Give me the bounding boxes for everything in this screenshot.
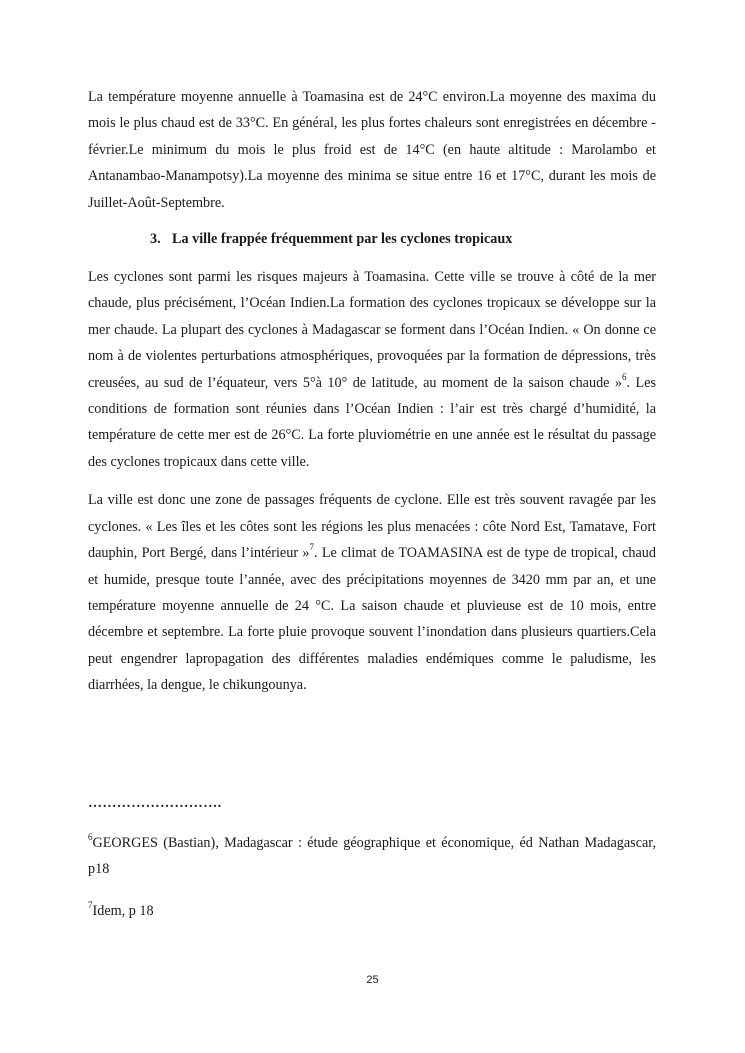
paragraph-cyclones-text-a: Les cyclones sont parmi les risques majeurs à Toamasina. Cette ville se trouve à côté de la mer chaude, plus précisément, l’Océan Indien.La formation des cyclones tropicaux se développe sur la mer chaude. La plupart des cyclones à Madagascar se forment dans l’Océan Indien. « On donne ce nom à de violentes perturbations atmosphériques, provoquées par la formation de dépressions, très creusées, au sud de l’équateur, vers 5°à 10° de latitude, au moment de la saison chaude » [88, 269, 656, 391]
paragraph-cyclones-text-b: . Les conditions de formation sont réunies dans l’Océan Indien : l’air est très chargé d’humidité, la température de cette mer est de 26°C. La forte pluviométrie en une année est le résultat du passage des cyclones tropicaux dans cette ville. [88, 374, 656, 470]
paragraph-cyclones [88, 264, 656, 475]
section-heading [88, 228, 656, 250]
document-body [88, 84, 656, 699]
footnote-6 [88, 830, 656, 882]
footnote-6-text: GEORGES (Bastian), Madagascar : étude géographique et économique, éd Nathan Madagascar, p18 [88, 835, 656, 877]
paragraph-climate-text-a: La ville est donc une zone de passages fréquents de cyclone. Elle est très souvent ravagée par les cyclones. « Les îles et les côtes sont les régions les plus menacées : côte Nord Est, Tamatave, Fort dauphin, Port Bergé, dans l’intérieur » [88, 492, 656, 562]
paragraph-temperature: La température moyenne annuelle à Toamasina est de 24°C environ.La moyenne des maxima du mois le plus chaud est de 33°C. En général, les plus fortes chaleurs sont enregistrées en décembre - février.Le minimum du mois le plus froid est de 14°C (en haute altitude : Marolambo et Antanambao-Manampotsy).La moyenne des minima se situe entre 16 et 17°C, durant les mois de Juillet-Août-Septembre. [88, 89, 656, 211]
page-number: 25 [366, 974, 379, 986]
footnote-7-text: Idem, p 18 [92, 903, 154, 919]
section-title: La ville frappée fréquemment par les cyclones tropicaux [172, 231, 513, 248]
footnote-reference-7[interactable]: 7 [309, 542, 314, 553]
footnote-separator: ………………………. [88, 796, 222, 811]
footnote-marker-6: 6 [88, 832, 93, 843]
footnote-marker-7: 7 [88, 900, 93, 911]
section-number: 3. [150, 231, 161, 248]
paragraph-climate [88, 487, 656, 698]
footnote-reference-6[interactable]: 6 [622, 371, 627, 382]
footnote-7 [88, 898, 656, 924]
paragraph-climate-text-b: . Le climat de TOAMASINA est de type de tropical, chaud et humide, presque toute l’année, avec des précipitations moyennes de 3420 mm par an, et une température moyenne annuelle de 24 °C. La saison chaude et pluvieuse est de 10 mois, entre décembre et septembre. La forte pluie provoque souvent l’inondation dans plusieurs quartiers.Cela peut engendrer lapropagation des différentes maladies endémiques comme le paludisme, les diarrhées, la dengue, le chikungounya. [88, 545, 656, 694]
